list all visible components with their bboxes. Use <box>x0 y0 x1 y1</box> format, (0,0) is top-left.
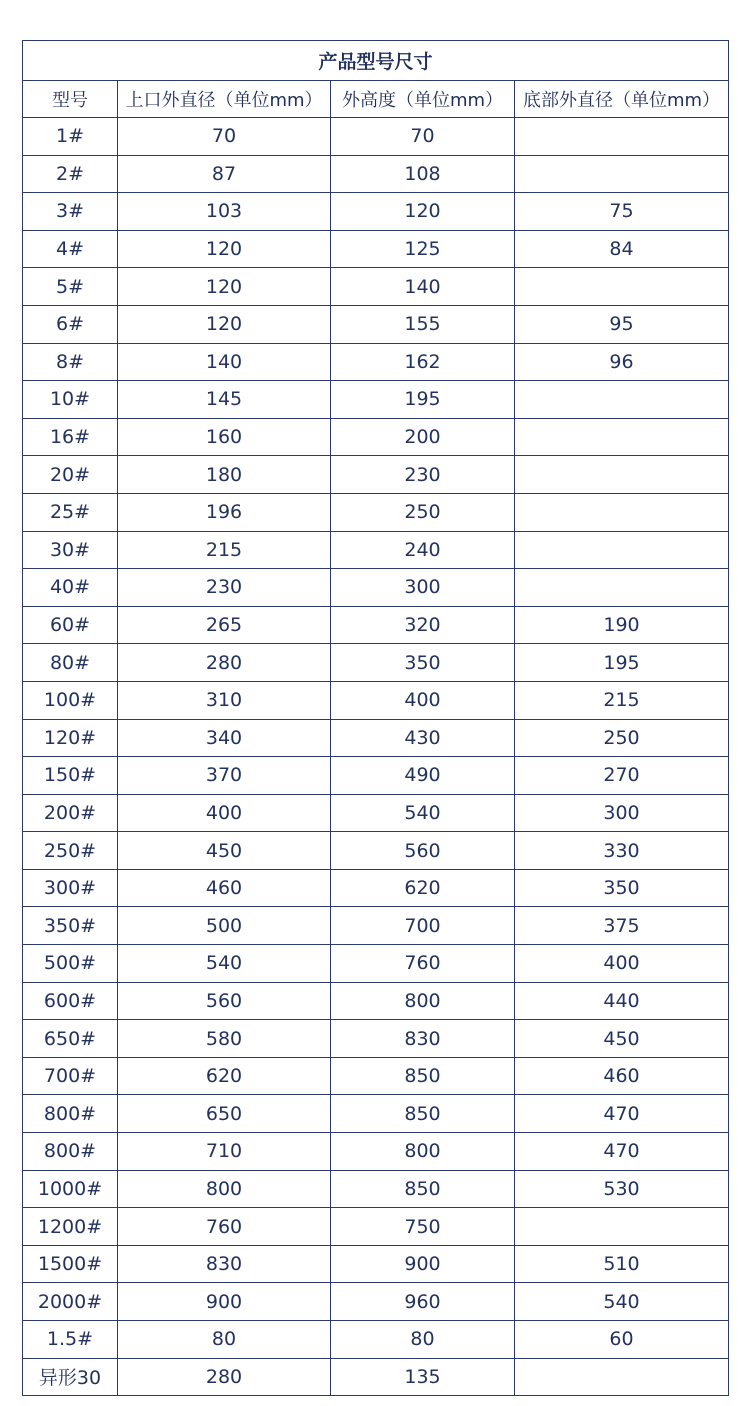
table-row <box>23 493 729 531</box>
cell-outer-height: 200 <box>331 418 515 456</box>
table-row <box>23 569 729 607</box>
cell-bottom-outer-diameter: 96 <box>515 343 729 381</box>
table-row <box>23 1283 729 1321</box>
column-header-bottom-outer-diameter: 底部外直径（单位mm） <box>515 81 729 118</box>
cell-bottom-outer-diameter <box>515 456 729 494</box>
cell-bottom-outer-diameter <box>515 569 729 607</box>
table-row <box>23 1057 729 1095</box>
cell-model: 1500# <box>23 1245 118 1283</box>
cell-outer-height: 120 <box>331 193 515 231</box>
cell-bottom-outer-diameter: 375 <box>515 907 729 945</box>
cell-bottom-outer-diameter: 60 <box>515 1321 729 1359</box>
cell-outer-height: 850 <box>331 1170 515 1208</box>
table-row <box>23 869 729 907</box>
cell-model: 150# <box>23 757 118 795</box>
cell-model: 30# <box>23 531 118 569</box>
cell-top-outer-diameter: 560 <box>118 982 331 1020</box>
cell-top-outer-diameter: 280 <box>118 644 331 682</box>
cell-outer-height: 300 <box>331 569 515 607</box>
cell-bottom-outer-diameter: 190 <box>515 606 729 644</box>
cell-outer-height: 620 <box>331 869 515 907</box>
cell-model: 6# <box>23 305 118 343</box>
cell-top-outer-diameter: 145 <box>118 381 331 419</box>
cell-bottom-outer-diameter <box>515 268 729 306</box>
cell-outer-height: 155 <box>331 305 515 343</box>
cell-outer-height: 135 <box>331 1358 515 1396</box>
cell-bottom-outer-diameter <box>515 155 729 193</box>
cell-bottom-outer-diameter: 460 <box>515 1057 729 1095</box>
cell-outer-height: 700 <box>331 907 515 945</box>
cell-bottom-outer-diameter <box>515 493 729 531</box>
table-body <box>23 118 729 1396</box>
cell-outer-height: 800 <box>331 982 515 1020</box>
cell-top-outer-diameter: 215 <box>118 531 331 569</box>
cell-top-outer-diameter: 710 <box>118 1133 331 1171</box>
cell-outer-height: 400 <box>331 681 515 719</box>
table-row <box>23 982 729 1020</box>
cell-model: 2000# <box>23 1283 118 1321</box>
cell-bottom-outer-diameter: 215 <box>515 681 729 719</box>
cell-model: 10# <box>23 381 118 419</box>
cell-bottom-outer-diameter: 95 <box>515 305 729 343</box>
table-row <box>23 1133 729 1171</box>
cell-model: 200# <box>23 794 118 832</box>
cell-model: 20# <box>23 456 118 494</box>
cell-bottom-outer-diameter: 450 <box>515 1020 729 1058</box>
cell-bottom-outer-diameter: 330 <box>515 832 729 870</box>
cell-outer-height: 850 <box>331 1095 515 1133</box>
table-row <box>23 305 729 343</box>
cell-model: 1# <box>23 118 118 156</box>
cell-model: 2# <box>23 155 118 193</box>
table-row <box>23 832 729 870</box>
cell-bottom-outer-diameter: 470 <box>515 1133 729 1171</box>
cell-model: 350# <box>23 907 118 945</box>
table-row <box>23 606 729 644</box>
cell-top-outer-diameter: 580 <box>118 1020 331 1058</box>
cell-bottom-outer-diameter: 350 <box>515 869 729 907</box>
cell-bottom-outer-diameter <box>515 1208 729 1246</box>
cell-model: 650# <box>23 1020 118 1058</box>
cell-bottom-outer-diameter <box>515 1358 729 1396</box>
cell-bottom-outer-diameter: 540 <box>515 1283 729 1321</box>
cell-outer-height: 108 <box>331 155 515 193</box>
table-title: 产品型号尺寸 <box>23 41 729 81</box>
cell-top-outer-diameter: 800 <box>118 1170 331 1208</box>
cell-bottom-outer-diameter <box>515 418 729 456</box>
cell-bottom-outer-diameter: 470 <box>515 1095 729 1133</box>
cell-top-outer-diameter: 620 <box>118 1057 331 1095</box>
cell-outer-height: 490 <box>331 757 515 795</box>
cell-top-outer-diameter: 230 <box>118 569 331 607</box>
cell-outer-height: 800 <box>331 1133 515 1171</box>
cell-outer-height: 320 <box>331 606 515 644</box>
table-row <box>23 381 729 419</box>
cell-top-outer-diameter: 80 <box>118 1321 331 1359</box>
cell-outer-height: 230 <box>331 456 515 494</box>
cell-outer-height: 350 <box>331 644 515 682</box>
cell-top-outer-diameter: 900 <box>118 1283 331 1321</box>
cell-top-outer-diameter: 70 <box>118 118 331 156</box>
cell-model: 60# <box>23 606 118 644</box>
cell-model: 80# <box>23 644 118 682</box>
cell-top-outer-diameter: 196 <box>118 493 331 531</box>
cell-model: 250# <box>23 832 118 870</box>
cell-top-outer-diameter: 760 <box>118 1208 331 1246</box>
cell-outer-height: 560 <box>331 832 515 870</box>
cell-model: 4# <box>23 230 118 268</box>
cell-outer-height: 760 <box>331 945 515 983</box>
cell-model: 1000# <box>23 1170 118 1208</box>
table-row <box>23 719 729 757</box>
cell-top-outer-diameter: 87 <box>118 155 331 193</box>
cell-top-outer-diameter: 340 <box>118 719 331 757</box>
cell-model: 1.5# <box>23 1321 118 1359</box>
cell-outer-height: 195 <box>331 381 515 419</box>
cell-top-outer-diameter: 120 <box>118 268 331 306</box>
cell-model: 8# <box>23 343 118 381</box>
column-header-top-outer-diameter: 上口外直径（单位mm） <box>118 81 331 118</box>
cell-top-outer-diameter: 280 <box>118 1358 331 1396</box>
table-row <box>23 230 729 268</box>
cell-model: 500# <box>23 945 118 983</box>
cell-bottom-outer-diameter: 440 <box>515 982 729 1020</box>
cell-outer-height: 125 <box>331 230 515 268</box>
cell-outer-height: 70 <box>331 118 515 156</box>
cell-model: 5# <box>23 268 118 306</box>
table-row <box>23 1321 729 1359</box>
table-row <box>23 757 729 795</box>
table-row <box>23 155 729 193</box>
column-header-model: 型号 <box>23 81 118 118</box>
cell-top-outer-diameter: 830 <box>118 1245 331 1283</box>
cell-bottom-outer-diameter: 300 <box>515 794 729 832</box>
cell-model: 700# <box>23 1057 118 1095</box>
cell-outer-height: 750 <box>331 1208 515 1246</box>
table-row <box>23 531 729 569</box>
cell-outer-height: 830 <box>331 1020 515 1058</box>
cell-outer-height: 80 <box>331 1321 515 1359</box>
cell-bottom-outer-diameter <box>515 381 729 419</box>
table-header-row <box>23 81 729 118</box>
size-table-container <box>22 40 728 1396</box>
cell-outer-height: 900 <box>331 1245 515 1283</box>
cell-model: 3# <box>23 193 118 231</box>
table-row <box>23 1020 729 1058</box>
cell-model: 40# <box>23 569 118 607</box>
cell-bottom-outer-diameter: 84 <box>515 230 729 268</box>
cell-top-outer-diameter: 103 <box>118 193 331 231</box>
cell-top-outer-diameter: 120 <box>118 230 331 268</box>
cell-model: 100# <box>23 681 118 719</box>
cell-top-outer-diameter: 650 <box>118 1095 331 1133</box>
cell-bottom-outer-diameter: 530 <box>515 1170 729 1208</box>
cell-top-outer-diameter: 370 <box>118 757 331 795</box>
table-row <box>23 1245 729 1283</box>
cell-top-outer-diameter: 540 <box>118 945 331 983</box>
cell-model: 25# <box>23 493 118 531</box>
cell-model: 16# <box>23 418 118 456</box>
cell-model: 1200# <box>23 1208 118 1246</box>
table-row <box>23 945 729 983</box>
table-row <box>23 1358 729 1396</box>
cell-model: 异形30 <box>23 1358 118 1396</box>
cell-top-outer-diameter: 460 <box>118 869 331 907</box>
cell-outer-height: 850 <box>331 1057 515 1095</box>
cell-top-outer-diameter: 120 <box>118 305 331 343</box>
cell-outer-height: 240 <box>331 531 515 569</box>
cell-bottom-outer-diameter: 75 <box>515 193 729 231</box>
cell-top-outer-diameter: 310 <box>118 681 331 719</box>
table-row <box>23 1208 729 1246</box>
cell-top-outer-diameter: 450 <box>118 832 331 870</box>
cell-bottom-outer-diameter <box>515 531 729 569</box>
cell-bottom-outer-diameter: 250 <box>515 719 729 757</box>
cell-outer-height: 162 <box>331 343 515 381</box>
table-row <box>23 1095 729 1133</box>
table-row <box>23 418 729 456</box>
table-row <box>23 907 729 945</box>
cell-top-outer-diameter: 160 <box>118 418 331 456</box>
product-size-table <box>22 40 729 1396</box>
cell-outer-height: 540 <box>331 794 515 832</box>
table-row <box>23 681 729 719</box>
table-row <box>23 1170 729 1208</box>
table-row <box>23 268 729 306</box>
cell-top-outer-diameter: 265 <box>118 606 331 644</box>
cell-top-outer-diameter: 140 <box>118 343 331 381</box>
cell-model: 600# <box>23 982 118 1020</box>
column-header-outer-height: 外高度（单位mm） <box>331 81 515 118</box>
cell-outer-height: 430 <box>331 719 515 757</box>
table-row <box>23 118 729 156</box>
cell-model: 800# <box>23 1095 118 1133</box>
cell-outer-height: 250 <box>331 493 515 531</box>
cell-top-outer-diameter: 180 <box>118 456 331 494</box>
table-row <box>23 644 729 682</box>
cell-outer-height: 140 <box>331 268 515 306</box>
cell-top-outer-diameter: 400 <box>118 794 331 832</box>
cell-bottom-outer-diameter: 400 <box>515 945 729 983</box>
cell-model: 800# <box>23 1133 118 1171</box>
cell-top-outer-diameter: 500 <box>118 907 331 945</box>
table-row <box>23 794 729 832</box>
table-row <box>23 193 729 231</box>
cell-bottom-outer-diameter: 510 <box>515 1245 729 1283</box>
cell-outer-height: 960 <box>331 1283 515 1321</box>
cell-bottom-outer-diameter <box>515 118 729 156</box>
cell-model: 300# <box>23 869 118 907</box>
cell-bottom-outer-diameter: 270 <box>515 757 729 795</box>
cell-model: 120# <box>23 719 118 757</box>
table-row <box>23 343 729 381</box>
table-row <box>23 456 729 494</box>
cell-bottom-outer-diameter: 195 <box>515 644 729 682</box>
